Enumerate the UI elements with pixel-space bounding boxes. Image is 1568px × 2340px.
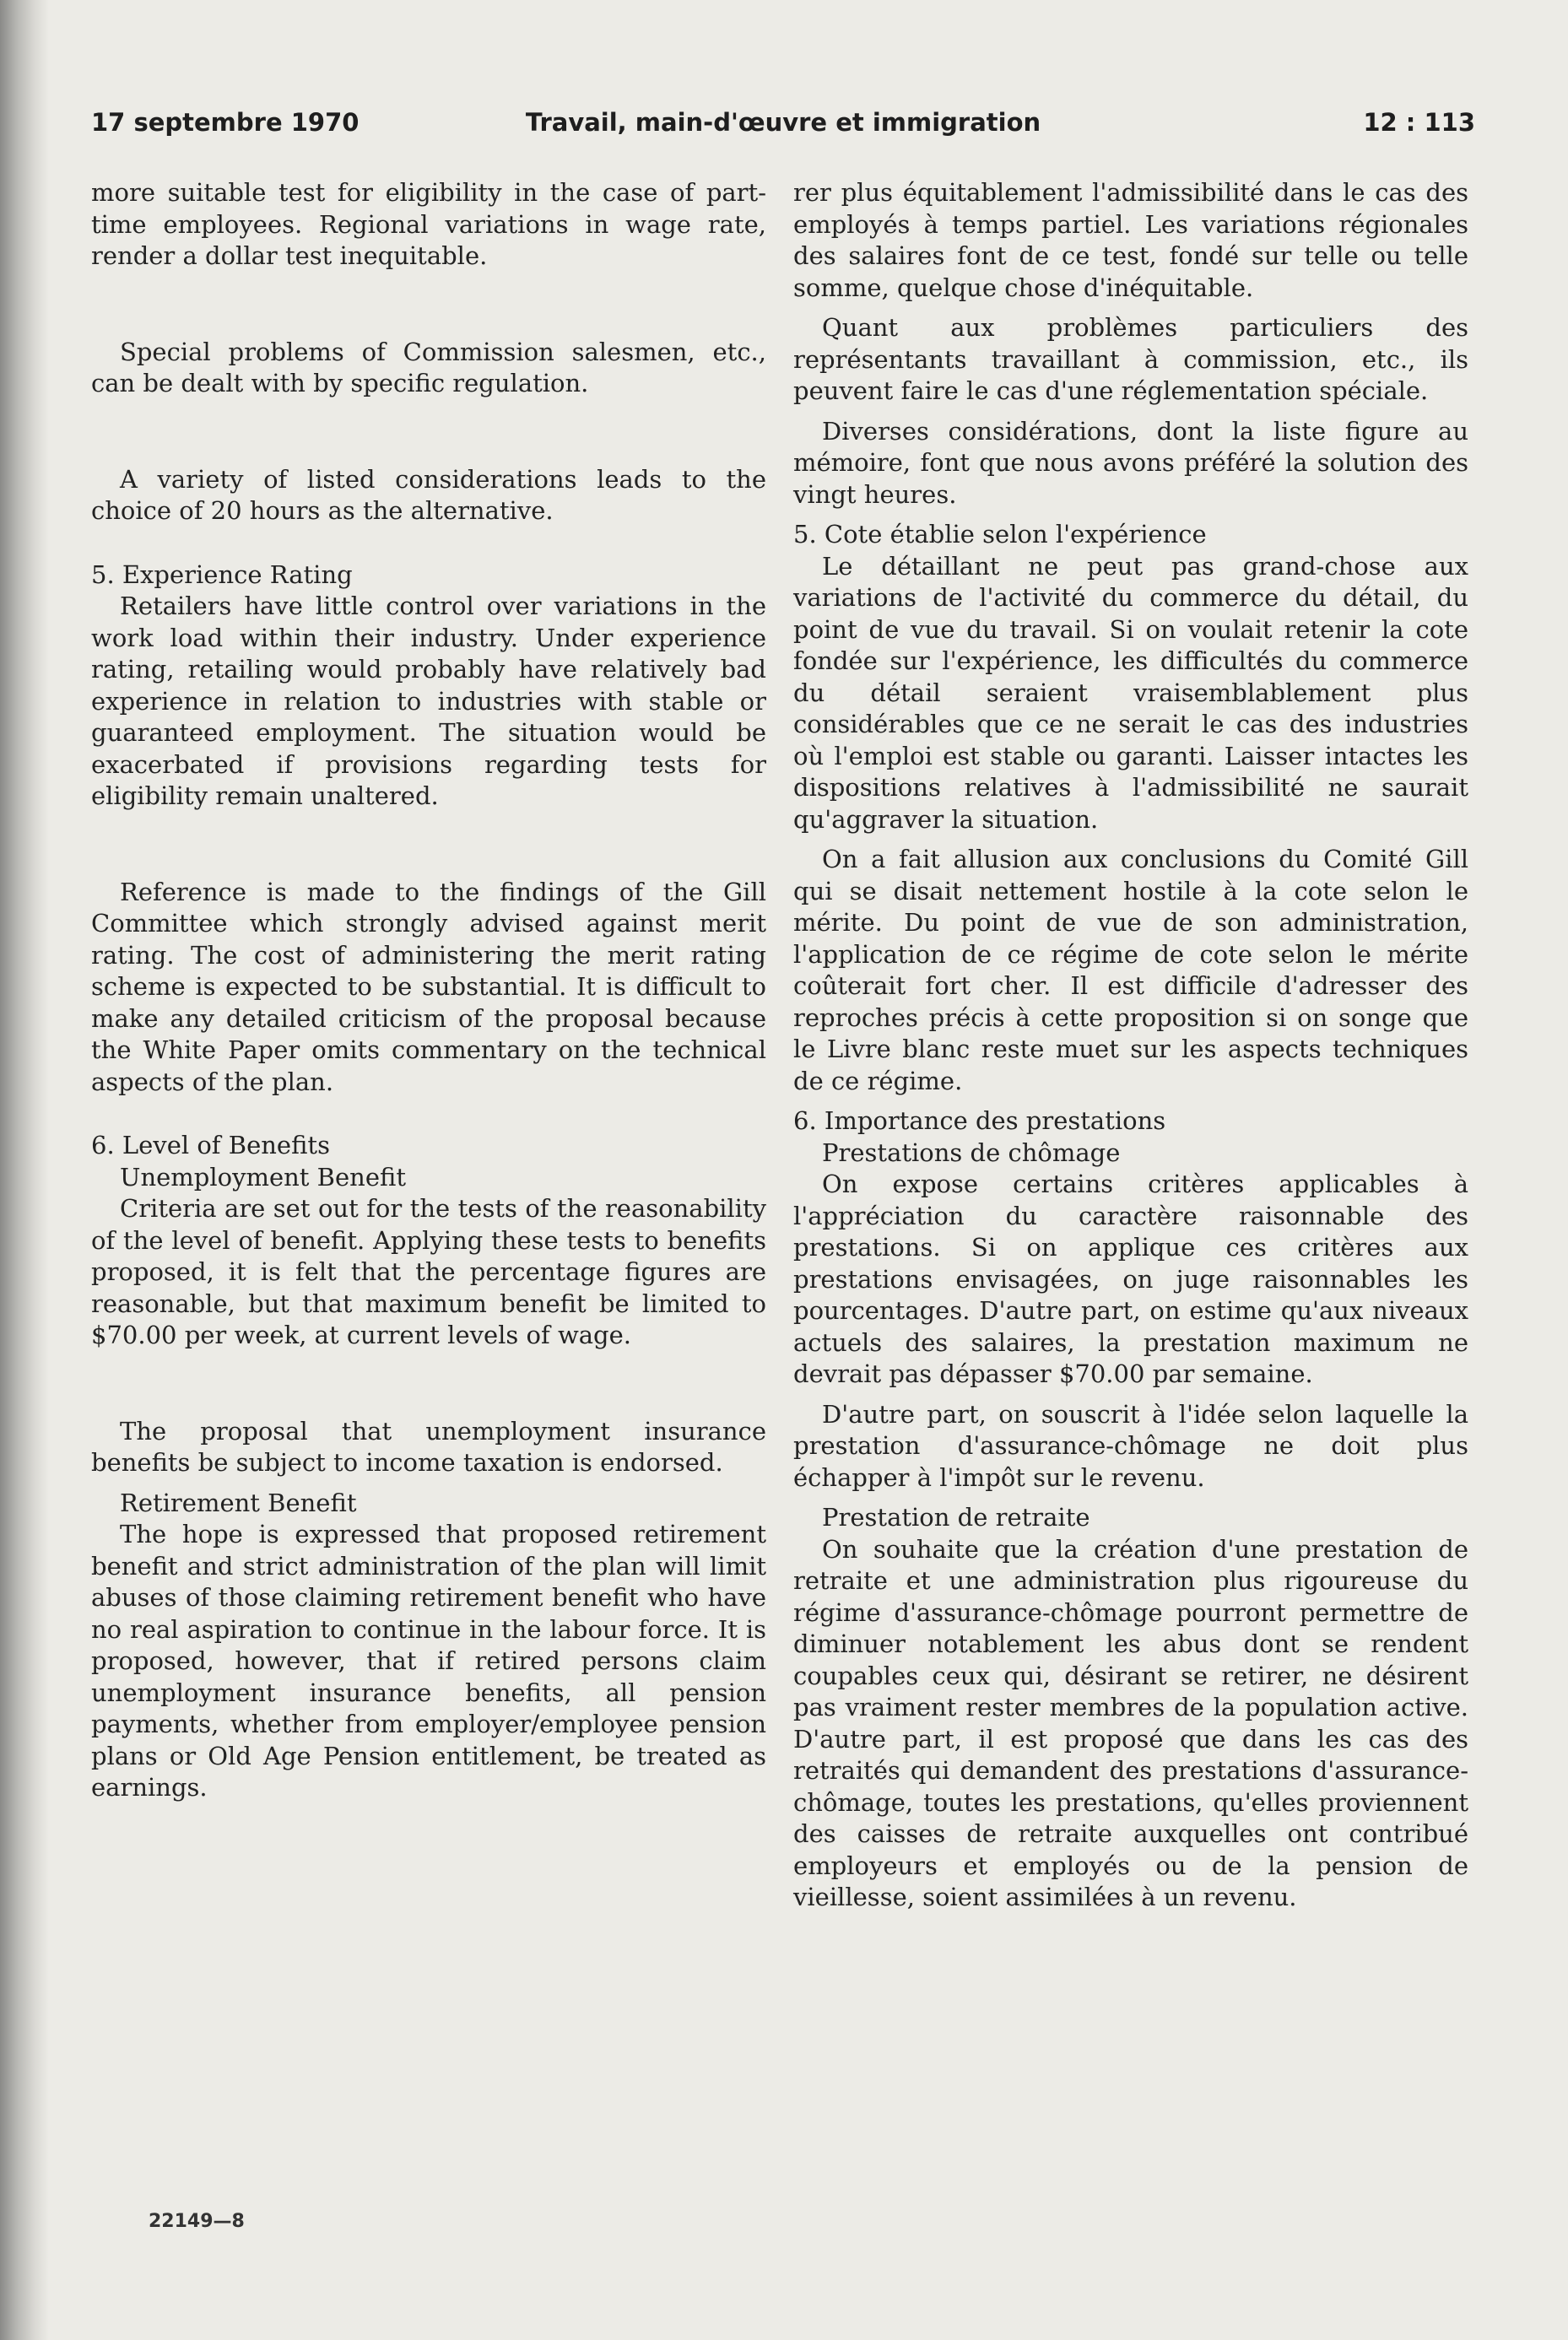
paragraph: A variety of listed considerations leads to the choice of 20 hours as the alternative.: [91, 464, 766, 525]
section-heading: 5. Cote établie selon l'expérience: [793, 520, 1207, 549]
subsection-heading: Prestations de chômage: [822, 1138, 1121, 1167]
paragraph: The hope is expressed that proposed retirement benefit and strict administration of the plan will limit abuses of those claiming retirement benefit who have no real aspiration to continue in the labour force. It is proposed, however, that if retired persons claim unemployment insurance benefits, all pension payments, whether from employer/employee pension plans or Old Age Pension entitlement, be treated as earnings.: [91, 1520, 766, 1802]
english-column: [91, 177, 766, 1804]
paragraph: Special problems of Commission salesmen, etc., can be dealt with by specific regulation.: [91, 337, 766, 397]
french-column: [793, 177, 1468, 1914]
subsection-heading: Prestation de retraite: [822, 1503, 1090, 1532]
section-heading: 6. Level of Benefits: [91, 1131, 330, 1159]
section-heading: 6. Importance des prestations: [793, 1106, 1166, 1135]
footer-code: 22149—8: [149, 2211, 245, 2232]
subsection-heading: Retirement Benefit: [120, 1488, 357, 1517]
section-heading: 5. Experience Rating: [91, 559, 353, 589]
paragraph: The proposal that unemployment insurance benefits be subject to income taxation is endorsed.: [91, 1416, 766, 1477]
subsection-heading: Unemployment Benefit: [120, 1162, 406, 1192]
header-date: 17 septembre 1970: [91, 108, 360, 137]
header-title: Travail, main-d'œuvre et immigration: [525, 108, 1041, 137]
paragraph: Criteria are set out for the tests of the reasonability of the level of benefit. Applying these tests to benefits proposed, it is felt that the percentage figures are reasonable, but that maximum benefit be limited to $70.00 per week, at current levels of wage.: [91, 1194, 766, 1349]
paragraph: more suitable test for eligibility in the case of part-time employees. Regional variations in wage rate, render a dollar test inequitable.: [91, 178, 766, 270]
header-page-number: 12 : 113: [1363, 108, 1475, 137]
paragraph: D'autre part, on souscrit à l'idée selon laquelle la prestation d'assurance-chômage ne doit plus échapper à l'impôt sur le revenu.: [793, 1399, 1468, 1492]
paragraph: Diverses considérations, dont la liste figure au mémoire, font que nous avons préféré la solution des vingt heures.: [793, 416, 1468, 509]
book-binding-edge: [0, 0, 49, 2340]
paragraph: Le détaillant ne peut pas grand-chose aux variations de l'activité du commerce du détail, du point de vue du travail. Si on voulait retenir la cote fondée sur l'expérience, les difficultés du commerce du détail seraient vraisemblablement plus considérables que ce ne serait le cas des industries où l'emploi est stable ou garanti. Laisser intactes les dispositions relatives à l'admissibilité ne saurait qu'aggraver la situation.: [793, 551, 1468, 834]
paragraph: On a fait allusion aux conclusions du Comité Gill qui se disait nettement hostile à la cote selon le mérite. Du point de vue de son administration, l'application de ce régime de cote selon le mérite coûterait fort cher. Il est difficile d'adresser des reproches précis à cette proposition si on songe que le Livre blanc reste muet sur les aspects techniques de ce régime.: [793, 845, 1468, 1095]
paragraph: Retailers have little control over variations in the work load within their industry. Under experience rating, retailing would probably have relatively bad experience in relation to industries with stable or guaranteed employment. The situation would be exacerbated if provisions regarding tests for eligibility remain unaltered.: [91, 592, 766, 810]
paragraph: On expose certains critères applicables à l'appréciation du caractère raisonnable des prestations. Si on applique ces critères aux prestations envisagées, on juge raisonnables les pourcentages. D'autre part, on estime qu'aux niveaux actuels des salaires, la prestation maximum ne devrait pas dépasser $70.00 par semaine.: [793, 1170, 1468, 1388]
paragraph: rer plus équitablement l'admissibilité dans le cas des employés à temps partiel. Les variations régionales des salaires font de ce test, fondé sur telle ou telle somme, quelque chose d'inéquitable.: [793, 178, 1468, 302]
paragraph: On souhaite que la création d'une prestation de retraite et une administration plus rigoureuse du régime d'assurance-chômage pourront permettre de diminuer notablement les abus dont se rendent coupables ceux qui, désirant se retirer, ne désirent pas vraiment rester membres de la population active. D'autre part, il est proposé que dans les cas des retraités qui demandent des prestations d'assurance-chômage, toutes les prestations, qu'elles proviennent des caisses de retraite auxquelles ont contribué employeurs et employés ou de la pension de vieillesse, soient assimilées à un revenu.: [793, 1534, 1468, 1911]
paragraph: Quant aux problèmes particuliers des représentants travaillant à commission, etc., ils peuvent faire le cas d'une réglementation spéciale.: [793, 313, 1468, 405]
paragraph: Reference is made to the findings of the Gill Committee which strongly advised against merit rating. The cost of administering the merit rating scheme is expected to be substantial. It is difficult to make any detailed criticism of the proposal because the White Paper omits commentary on the technical aspects of the plan.: [91, 877, 766, 1096]
page-header: [91, 108, 1475, 145]
